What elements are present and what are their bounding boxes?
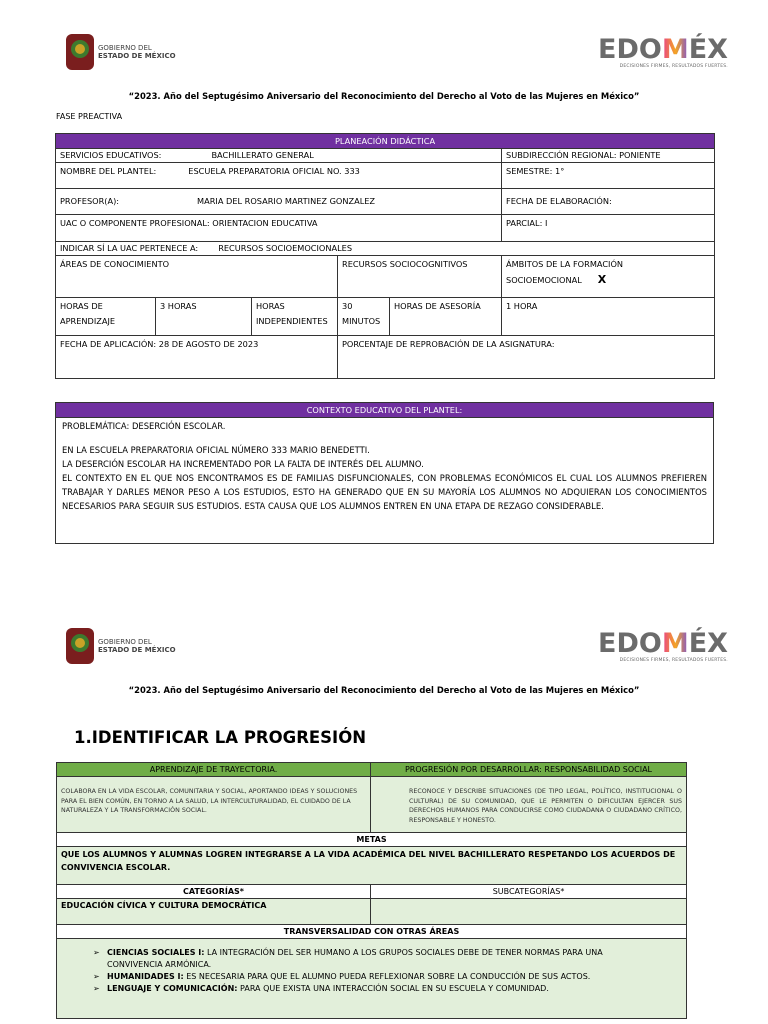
list-item: ➢ LENGUAJE Y COMUNICACIÓN: PARA QUE EXISTA UNA INTERACCIÓN SOCIAL EN SU ESCUELA Y COMUNIDAD. xyxy=(107,983,656,995)
profesor-cell: PROFESOR(A): MARIA DEL ROSARIO MARTINEZ GONZALEZ xyxy=(56,189,502,215)
categoria-value: EDUCACIÓN CÍVICA Y CULTURA DEMOCRÁTICA xyxy=(57,899,371,925)
planeacion-table xyxy=(55,133,715,379)
recursos-cell: RECURSOS SOCIOCOGNITIVOS xyxy=(338,256,502,298)
fase-label: FASE PREACTIVA xyxy=(56,112,123,121)
problematica: PROBLEMÁTICA: DESERCIÓN ESCOLAR. xyxy=(62,421,226,431)
aprendizaje-text: COLABORA EN LA VIDA ESCOLAR, COMUNITARIA Y SOCIAL, APORTANDO IDEAS Y SOLUCIONES PARA EL BIEN COMÚN, EN TORNO A LA SALUD, LA INTERCULTURALIDAD, EL CUIDADO DE LA NATURALEZA Y LA TRANSFORMACIÓN SOCIAL. xyxy=(57,777,371,833)
edomex-tagline: DECISIONES FIRMES, RESULTADOS FUERTES. xyxy=(619,64,728,69)
categorias-header: CATEGORÍAS* xyxy=(57,885,371,899)
gobierno-text xyxy=(98,44,176,60)
fecha-elaboracion-cell: FECHA DE ELABORACIÓN: xyxy=(502,189,715,215)
edomex-logo-2: EDOMÉX DECISIONES FIRMES, RESULTADOS FUERTES. xyxy=(598,628,728,663)
state-seal-icon xyxy=(66,628,94,664)
contexto-title: CONTEXTO EDUCATIVO DEL PLANTEL: xyxy=(56,403,714,418)
ambitos-mark: X xyxy=(597,273,607,286)
subcategorias-header: SUBCATEGORÍAS* xyxy=(371,885,687,899)
progresion-header: PROGRESIÓN POR DESARROLLAR: RESPONSABILIDAD SOCIAL xyxy=(371,763,687,777)
contexto-body xyxy=(56,418,714,544)
progresion-text: RECONOCE Y DESCRIBE SITUACIONES (DE TIPO LEGAL, POLÍTICO, INSTITUCIONAL O CULTURAL) DE SU COMUNIDAD, QUE LE PERMITEN O DIFICULTAN EJERCER SUS DERECHOS HUMANOS PARA CONDUCIRSE COMO CIUDADANA O CIUDADANO CRÍTICO, RESPONSABLE Y HONESTO. xyxy=(371,777,687,833)
gobierno-logo-2 xyxy=(66,628,176,664)
edomex-logo xyxy=(598,36,728,69)
motto-2: “2023. Año del Septugésimo Aniversario del Reconocimiento del Derecho al Voto de las Mujeres en México” xyxy=(128,685,640,695)
horas-value-cell: 3 HORAS xyxy=(156,298,252,336)
asesoria-cell: HORAS DE ASESORÍA xyxy=(390,298,502,336)
progresion-table xyxy=(56,762,687,1019)
porcentaje-cell: PORCENTAJE DE REPROBACIÓN DE LA ASIGNATURA: xyxy=(338,336,715,379)
contexto-p3: EL CONTEXTO EN EL QUE NOS ENCONTRAMOS ES DE FAMILIAS DISFUNCIONALES, CON PROBLEMAS ECONÓMICOS EL CUAL LOS ALUMNOS PREFIEREN TRABAJAR Y DARLES MENOR PESO A LOS ESTUDIOS, ESTO HA GENERADO QUE EN SU MAYORÍA LOS ALUMNOS NO ADQUIERAN LOS CONOCIMIENTOS NECESARIOS PARA SEGUIR SUS ESTUDIOS. ESTA CAUSA QUE LOS ALUMNOS ENTREN EN UNA ETAPA DE REZAGO CONSIDERABLE. xyxy=(62,473,707,511)
gob-line2: ESTADO DE MÉXICO xyxy=(98,52,176,60)
gob-line1: GOBIERNO DEL xyxy=(98,44,152,52)
indep-value-cell: 30 MINUTOS xyxy=(338,298,390,336)
horas-indep-cell: HORAS INDEPENDIENTES xyxy=(252,298,338,336)
indicar-cell: INDICAR SÍ LA UAC PERTENECE A: RECURSOS SOCIOEMOCIONALES xyxy=(56,242,715,256)
planeacion-title: PLANEACIÓN DIDÁCTICA xyxy=(56,134,715,149)
parcial-cell: PARCIAL: I xyxy=(502,215,715,242)
transversalidad-body xyxy=(57,939,687,1019)
subdireccion-cell: SUBDIRECCIÓN REGIONAL: PONIENTE xyxy=(502,149,715,163)
horas-aprendizaje-cell: HORAS DE APRENDIZAJE xyxy=(56,298,156,336)
gobierno-text-2: GOBIERNO DEL ESTADO DE MÉXICO xyxy=(98,638,176,654)
metas-header: METAS xyxy=(57,833,687,847)
list-item: ➢ HUMANIDADES I: ES NECESARIA PARA QUE EL ALUMNO PUEDA REFLEXIONAR SOBRE LA CONDUCCIÓN DE SUS ACTOS. xyxy=(107,971,656,983)
semestre-cell: SEMESTRE: 1° xyxy=(502,163,715,189)
transversalidad-header: TRANSVERSALIDAD CON OTRAS ÁREAS xyxy=(57,925,687,939)
ambitos-cell: ÁMBITOS DE LA FORMACIÓN SOCIOEMOCIONAL X xyxy=(502,256,715,298)
transversalidad-list xyxy=(87,947,656,995)
servicios-cell: SERVICIOS EDUCATIVOS: BACHILLERATO GENERAL xyxy=(56,149,502,163)
subcategoria-value xyxy=(371,899,687,925)
state-seal-icon xyxy=(66,34,94,70)
list-item: ➢ CIENCIAS SOCIALES I: LA INTEGRACIÓN DEL SER HUMANO A LOS GRUPOS SOCIALES DEBE DE TENER NORMAS PARA UNA CONVIVENCIA ARMÓNICA. xyxy=(107,947,656,971)
uac-cell: UAC O COMPONENTE PROFESIONAL: ORIENTACION EDUCATIVA xyxy=(56,215,502,242)
gobierno-logo xyxy=(66,34,176,70)
edomex-wordmark-2: EDOMÉX xyxy=(598,628,728,659)
metas-text: QUE LOS ALUMNOS Y ALUMNAS LOGREN INTEGRARSE A LA VIDA ACADÉMICA DEL NIVEL BACHILLERATO RESPETANDO LOS ACUERDOS DE CONVIVENCIA ESCOLAR. xyxy=(57,847,687,885)
asesoria-value-cell: 1 HORA xyxy=(502,298,715,336)
motto: “2023. Año del Septugésimo Aniversario del Reconocimiento del Derecho al Voto de las Mujeres en México” xyxy=(128,91,640,101)
fecha-aplicacion-cell: FECHA DE APLICACIÓN: 28 DE AGOSTO DE 2023 xyxy=(56,336,338,379)
section-title-progresion: 1.IDENTIFICAR LA PROGRESIÓN xyxy=(74,728,367,747)
aprendizaje-header: APRENDIZAJE DE TRAYECTORIA. xyxy=(57,763,371,777)
contexto-p1: EN LA ESCUELA PREPARATORIA OFICIAL NÚMERO 333 MARIO BENEDETTI. xyxy=(62,445,370,455)
contexto-table xyxy=(55,402,714,544)
edomex-wordmark: EDOMÉX xyxy=(598,34,728,65)
plantel-cell: NOMBRE DEL PLANTEL: ESCUELA PREPARATORIA OFICIAL NO. 333 xyxy=(56,163,502,189)
areas-cell: ÁREAS DE CONOCIMIENTO xyxy=(56,256,338,298)
contexto-p2: LA DESERCIÓN ESCOLAR HA INCREMENTADO POR LA FALTA DE INTERÉS DEL ALUMNO. xyxy=(62,459,424,469)
